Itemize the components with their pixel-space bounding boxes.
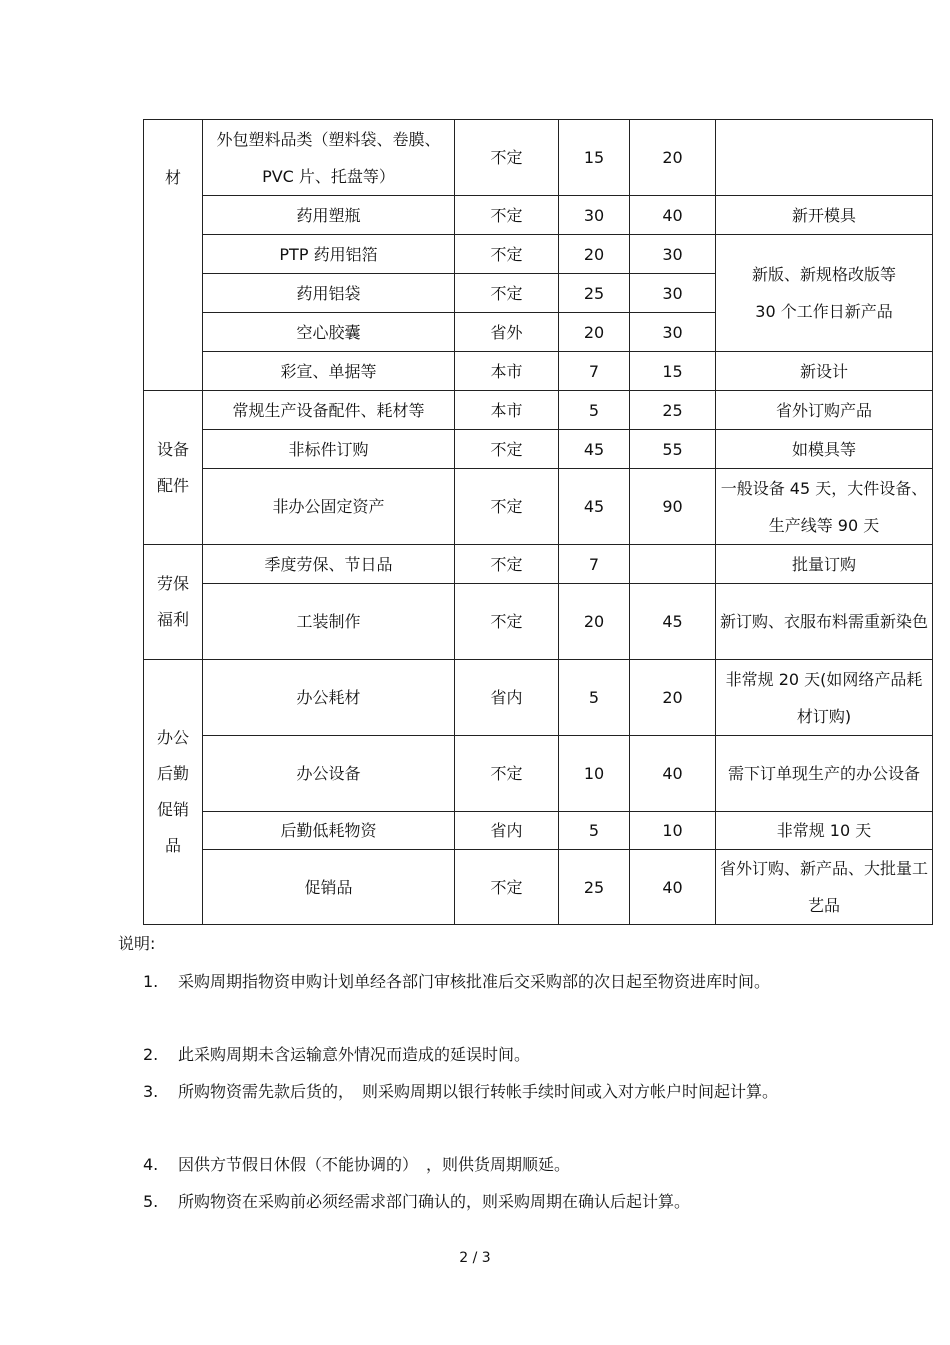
max-days-cell: 90 xyxy=(630,469,716,545)
min-days-cell: 30 xyxy=(559,196,630,235)
min-days-cell: 25 xyxy=(559,850,630,925)
item-cell: 非标件订购 xyxy=(203,430,455,469)
category-cell: 设备配件 xyxy=(144,391,203,545)
table-row xyxy=(144,391,933,430)
remark-cell: 新设计 xyxy=(716,352,933,391)
item-cell: PTP 药用铝箔 xyxy=(203,235,455,274)
region-cell: 不定 xyxy=(455,235,559,274)
remark-cell: 非常规 10 天 xyxy=(716,812,933,850)
item-cell: 办公设备 xyxy=(203,736,455,812)
table-row xyxy=(144,660,933,736)
remark-cell: 省外订购、新产品、大批量工艺品 xyxy=(716,850,933,925)
item-cell: 常规生产设备配件、耗材等 xyxy=(203,391,455,430)
item-cell: 促销品 xyxy=(203,850,455,925)
remark-cell: 批量订购 xyxy=(716,545,933,584)
note-number: 4. xyxy=(143,1155,159,1174)
region-cell: 不定 xyxy=(455,120,559,196)
table-row xyxy=(144,812,933,850)
remark-cell: 一般设备 45 天，大件设备、生产线等 90 天 xyxy=(716,469,933,545)
min-days-cell: 20 xyxy=(559,584,630,660)
note-text: 此采购周期未含运输意外情况而造成的延误时间。 xyxy=(178,1045,531,1064)
item-cell: 药用塑瓶 xyxy=(203,196,455,235)
min-days-cell: 20 xyxy=(559,235,630,274)
note-text: 所购物资需先款后货的， 则采购周期以银行转帐手续时间或入对方帐户时间起计算。 xyxy=(178,1082,779,1101)
max-days-cell: 55 xyxy=(630,430,716,469)
note-number: 1. xyxy=(143,972,159,991)
table-row xyxy=(144,736,933,812)
table-row xyxy=(144,850,933,925)
max-days-cell: 30 xyxy=(630,313,716,352)
region-cell: 不定 xyxy=(455,584,559,660)
note-text: 所购物资在采购前必须经需求部门确认的，则采购周期在确认后起计算。 xyxy=(178,1192,691,1211)
min-days-cell: 5 xyxy=(559,812,630,850)
table-row xyxy=(144,196,933,235)
remark-cell: 如模具等 xyxy=(716,430,933,469)
region-cell: 不定 xyxy=(455,736,559,812)
region-cell: 不定 xyxy=(455,850,559,925)
page-number: 2 / 3 xyxy=(459,1250,491,1266)
note-text: 因供方节假日休假（不能协调的） ，则供货周期顺延。 xyxy=(178,1155,571,1174)
remark-cell: 省外订购产品 xyxy=(716,391,933,430)
region-cell: 不定 xyxy=(455,274,559,313)
max-days-cell: 30 xyxy=(630,274,716,313)
note-number: 5. xyxy=(143,1192,159,1211)
remark-cell: 非常规 20 天(如网络产品耗材订购) xyxy=(716,660,933,736)
region-cell: 不定 xyxy=(455,196,559,235)
max-days-cell: 15 xyxy=(630,352,716,391)
max-days-cell: 30 xyxy=(630,235,716,274)
category-cell: 劳保福利 xyxy=(144,545,203,660)
table-row xyxy=(144,545,933,584)
table-row xyxy=(144,584,933,660)
remark-cell xyxy=(716,120,933,196)
max-days-cell: 45 xyxy=(630,584,716,660)
min-days-cell: 7 xyxy=(559,352,630,391)
region-cell: 不定 xyxy=(455,545,559,584)
region-cell: 本市 xyxy=(455,352,559,391)
region-cell: 不定 xyxy=(455,430,559,469)
max-days-cell: 10 xyxy=(630,812,716,850)
min-days-cell: 25 xyxy=(559,274,630,313)
item-cell: 办公耗材 xyxy=(203,660,455,736)
table-row xyxy=(144,352,933,391)
region-cell: 省内 xyxy=(455,660,559,736)
table-row xyxy=(144,120,933,196)
min-days-cell: 10 xyxy=(559,736,630,812)
note-number: 3. xyxy=(143,1082,159,1101)
item-cell: 外包塑料品类（塑料袋、卷膜、PVC 片、托盘等） xyxy=(203,120,455,196)
item-cell: 后勤低耗物资 xyxy=(203,812,455,850)
min-days-cell: 5 xyxy=(559,660,630,736)
max-days-cell xyxy=(630,545,716,584)
item-cell: 季度劳保、节日品 xyxy=(203,545,455,584)
item-cell: 空心胶囊 xyxy=(203,313,455,352)
item-cell: 非办公固定资产 xyxy=(203,469,455,545)
category-cell: 材 xyxy=(144,120,203,391)
region-cell: 本市 xyxy=(455,391,559,430)
max-days-cell: 40 xyxy=(630,196,716,235)
table-row xyxy=(144,469,933,545)
max-days-cell: 25 xyxy=(630,391,716,430)
remark-cell: 新订购、衣服布料需重新染色 xyxy=(716,584,933,660)
table-row xyxy=(144,235,933,274)
table-row xyxy=(144,430,933,469)
category-cell: 办公后勤促销品 xyxy=(144,660,203,925)
region-cell: 省外 xyxy=(455,313,559,352)
notes-heading: 说明: xyxy=(118,934,156,953)
max-days-cell: 20 xyxy=(630,120,716,196)
min-days-cell: 7 xyxy=(559,545,630,584)
item-cell: 工装制作 xyxy=(203,584,455,660)
max-days-cell: 40 xyxy=(630,736,716,812)
note-number: 2. xyxy=(143,1045,159,1064)
item-cell: 药用铝袋 xyxy=(203,274,455,313)
region-cell: 不定 xyxy=(455,469,559,545)
remark-cell: 新版、新规格改版等 30 个工作日新产品 xyxy=(716,235,933,352)
remark-cell: 新开模具 xyxy=(716,196,933,235)
region-cell: 省内 xyxy=(455,812,559,850)
min-days-cell: 45 xyxy=(559,469,630,545)
item-cell: 彩宣、单据等 xyxy=(203,352,455,391)
note-text: 采购周期指物资申购计划单经各部门审核批准后交采购部的次日起至物资进库时间。 xyxy=(178,972,771,991)
max-days-cell: 20 xyxy=(630,660,716,736)
procurement-cycle-table xyxy=(143,119,933,925)
min-days-cell: 5 xyxy=(559,391,630,430)
min-days-cell: 45 xyxy=(559,430,630,469)
min-days-cell: 15 xyxy=(559,120,630,196)
remark-cell: 需下订单现生产的办公设备 xyxy=(716,736,933,812)
min-days-cell: 20 xyxy=(559,313,630,352)
max-days-cell: 40 xyxy=(630,850,716,925)
